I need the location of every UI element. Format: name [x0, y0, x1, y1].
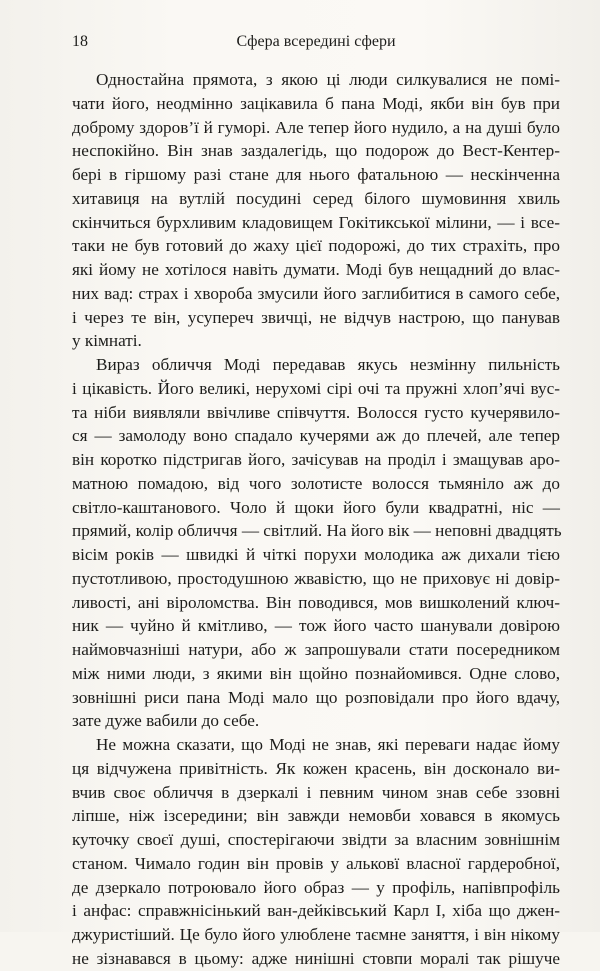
text-line: джуристіший. Це було його улюблене таємне заняття, і він нікому: [72, 925, 560, 944]
text-line: хитавиця на вутлій посудині серед білого шумовиння хвиль: [72, 188, 560, 208]
book-title: Сфера всередині сфери: [236, 33, 396, 50]
text-line: пустотливою, простодушною жвавістю, що не приховує ні довір-: [72, 568, 560, 588]
page-number: 18: [72, 33, 88, 50]
text-line: зате дуже вабили до себе.: [72, 711, 260, 731]
text-line: матною помадою, від чого золотисте волосся тьмяніло аж до: [72, 473, 560, 493]
text-line: та ніби виявляли ввічливе співчуття. Волосся густо кучерявило-: [72, 402, 560, 422]
text-line: прямий, колір обличчя — світлий. На його вік — неповні двадцять: [72, 521, 562, 541]
text-line: таки не був готовий до жаху цієї подорожі, до тих страхіть, про: [72, 236, 560, 256]
text-line: ця відчужена привітність. Як кожен красень, він досконало ви-: [72, 758, 560, 778]
text-line: куточку своєї душі, спостерігаючи звідти за власним зовнішнім: [72, 830, 560, 849]
text-line: і цікавість. Його великі, нерухомі сірі очі та пружні хлоп’ячі вус-: [72, 378, 560, 398]
body-text: [72, 68, 560, 971]
text-line: зовнішні риси пана Моді мало що розповідали про його вдачу,: [72, 687, 560, 707]
text-line: не зізнавався в цьому: адже нинішні стовпи моралі так рішуче: [72, 948, 560, 968]
text-line: наймовчазніші натури, або ж запрошували стати посередником: [72, 640, 560, 659]
text-line: ся — замолоду воно спадало кучерями аж до плечей, але тепер: [72, 426, 560, 446]
text-line: де дзеркало потроювало його образ — у профіль, напівпрофіль: [72, 877, 560, 897]
text-line: станом. Чимало годин він провів у альковї власної гардеробної,: [72, 853, 560, 873]
running-head: [72, 30, 560, 54]
text-line: ливості, ані віроломства. Він поводився, мов вишколений ключ-: [72, 592, 560, 612]
paragraph-2: [72, 353, 560, 733]
text-line: скінчиться бурхливим кладовищем Гокітикської мілини, — і все-: [72, 212, 560, 232]
text-line: чати його, неодмінно зацікавила б пана Моді, якби він був при: [72, 93, 560, 113]
text-line: Не можна сказати, що Моді не знав, які переваги надає йому: [96, 735, 560, 754]
text-line: Одностайна прямота, з якою ці люди силкувалися не помі-: [96, 70, 560, 89]
text-line: них вад: страх і хвороба змусили його заглибитися в самого себе,: [72, 283, 560, 303]
paragraph-1: [72, 68, 560, 353]
text-line: у кімнаті.: [72, 331, 142, 351]
text-line: вчив своє обличчя в дзеркалі і певним чином знав себе ззовні: [72, 782, 560, 802]
text-line: неспокійно. Він знав заздалегідь, що подорож до Вест-Кентер-: [72, 141, 560, 161]
text-line: які йому не хотілося навіть думати. Моді був нещадний до влас-: [72, 260, 560, 279]
text-line: вісім років — швидкі й чіткі порухи молодика аж дихали тією: [72, 545, 560, 564]
text-line: між ними люди, з якими він щойно познайомився. Одне слово,: [72, 663, 560, 683]
text-line: бері в гіршому разі стане для нього фатальною — нескінченна: [72, 165, 560, 184]
text-line: доброму здоров’ї й гуморі. Але тепер його нудило, а на душі було: [72, 117, 560, 137]
text-line: і через те він, усупереч звичці, не відчув настрою, що панував: [72, 307, 560, 327]
text-line: світло-каштанового. Чоло й щоки його були квадратні, ніс —: [72, 497, 560, 517]
text-line: ліпше, ніж ізсередини; він завжди немовби ховався в якомусь: [72, 806, 560, 826]
paragraph-3: [72, 733, 560, 971]
text-line: ник — чуйно й кмітливо, — тож його часто шанували довірою: [72, 616, 560, 636]
text-line: він коротко підстригав його, зачісував на проділ і змащував аро-: [72, 450, 560, 469]
text-line: Вираз обличчя Моді передавав якусь незмінну пильність: [96, 355, 560, 374]
text-line: і анфас: справжнісінький ван-дейківський Карл I, хіба що джен-: [72, 901, 560, 921]
